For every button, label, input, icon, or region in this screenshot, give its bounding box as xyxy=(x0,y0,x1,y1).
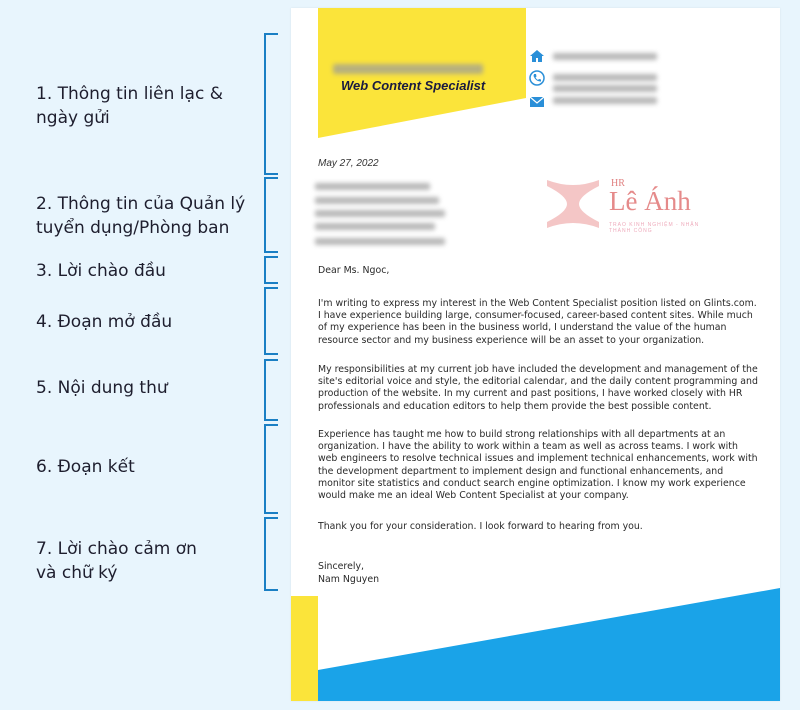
opening-paragraph: I'm writing to express my interest in the Web Content Specialist position listed on Glints.com. I have experience building large, consumer-focused, career-based content sites. While much of my experience has been in the business world, I understand the value of the human resource sector and my business experience will be an asset to your organization. xyxy=(318,298,757,346)
bracket-signature xyxy=(264,517,278,591)
bracket-recipient-info xyxy=(264,177,278,253)
footer-decoration xyxy=(291,8,780,701)
annotation-recipient-info: 2. Thông tin của Quản lý tuyển dụng/Phòng ban xyxy=(36,194,246,238)
thanks-line: Thank you for your consideration. I look forward to hearing from you. xyxy=(318,521,643,532)
annotation-signature: 7. Lời chào cảm ơn và chữ ký xyxy=(36,539,197,583)
signature-name: Nam Nguyen xyxy=(318,574,380,585)
watermark-hr: HR xyxy=(611,178,625,189)
greeting: Dear Ms. Ngoc, xyxy=(318,265,390,276)
bracket-closing xyxy=(264,424,278,514)
closing-paragraph: Experience has taught me how to build strong relationships with all departments at an organization. I have the ability to work within a team as well as across teams. I work with web engineers to resolve technical issues and implement technical enhancements, work with the development department to implement design and functional enhancements, and monitor site statistics and conduct search engine optimization. I know my work experience would make me an ideal Web Content Specialist at your company. xyxy=(318,429,758,502)
bracket-greeting xyxy=(264,256,278,284)
job-title: Web Content Specialist xyxy=(341,78,486,93)
bracket-body xyxy=(264,359,278,421)
bracket-opening xyxy=(264,287,278,355)
annotation-greeting: 3. Lời chào đầu xyxy=(36,261,166,281)
annotation-body: 5. Nội dung thư xyxy=(36,378,168,398)
body-paragraph: My responsibilities at my current job have included the development and management of the site's editorial voice and style, the editorial calendar, and the daily content programming and production of the website. In my current and past positions, I have worked closely with HR professionals and education editors to help them provide the best possible content. xyxy=(318,364,758,412)
watermark-name: Lê Ánh xyxy=(609,186,691,216)
letter-date: May 27, 2022 xyxy=(318,158,379,169)
annotation-opening: 4. Đoạn mở đầu xyxy=(36,312,173,332)
annotation-closing: 6. Đoạn kết xyxy=(36,457,135,477)
signoff: Sincerely, xyxy=(318,561,364,572)
bracket-contact-date xyxy=(264,33,278,175)
cover-letter-page xyxy=(291,8,780,701)
annotation-contact-date: 1. Thông tin liên lạc & ngày gửi xyxy=(36,84,223,128)
watermark-tagline: TRAO KINH NGHIỆM - NHẬN THÀNH CÔNG xyxy=(609,222,700,234)
